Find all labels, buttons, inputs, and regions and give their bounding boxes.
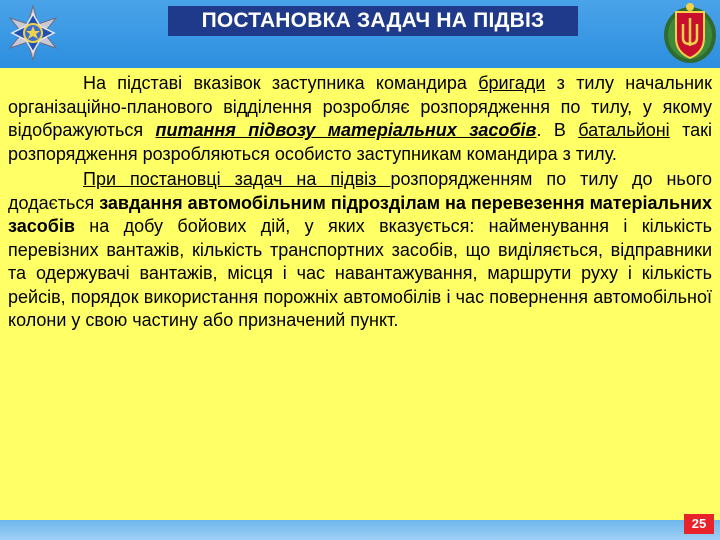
footer-strip bbox=[0, 520, 720, 540]
header-bar bbox=[0, 0, 720, 68]
cross-star-emblem-icon bbox=[4, 4, 62, 62]
main-text bbox=[8, 72, 712, 518]
text-span: такі розпорядження розробляються особисто заступникам командира з тилу. bbox=[8, 120, 713, 164]
slide-title: ПОСТАНОВКА ЗАДАЧ НА ПІДВІЗ bbox=[168, 6, 578, 36]
link-brigade[interactable]: бригади bbox=[478, 73, 546, 93]
text-span: розпорядженням по тилу до нього додається bbox=[8, 169, 713, 213]
paragraph-1 bbox=[8, 72, 712, 166]
trident-shield-emblem-icon bbox=[662, 2, 718, 64]
link-task-setting[interactable]: При постановці задач на підвіз bbox=[83, 169, 391, 189]
emphasis-supply-topics: питання підвозу матеріальних засобів bbox=[155, 120, 537, 140]
link-battalion[interactable]: батальйоні bbox=[578, 120, 670, 140]
text-span: на добу бойових дій, у яких вказується: найменування і кількість перевізних вантажів, кількість транспортних засобів, що виділяється, відправники та одержувачі вантажів, місця і час навантажування, маршрути руху і кількість рейсів, порядок використання порожніх автомобілів і час повернення автомобільної колони у свою частину або призначений пункт. bbox=[8, 216, 712, 330]
text-span: На підставі вказівок заступника командира bbox=[83, 73, 479, 93]
text-span: . В bbox=[536, 120, 579, 140]
text-span: з тилу начальник організаційно-планового відділення розробляє розпорядження по тилу, у якому відображуються bbox=[8, 73, 712, 140]
page-number-badge: 25 bbox=[684, 514, 714, 534]
emphasis-vehicle-tasks: завдання автомобільним підрозділам на перевезення матеріальних засобів bbox=[8, 192, 712, 236]
paragraph-2 bbox=[8, 168, 712, 333]
